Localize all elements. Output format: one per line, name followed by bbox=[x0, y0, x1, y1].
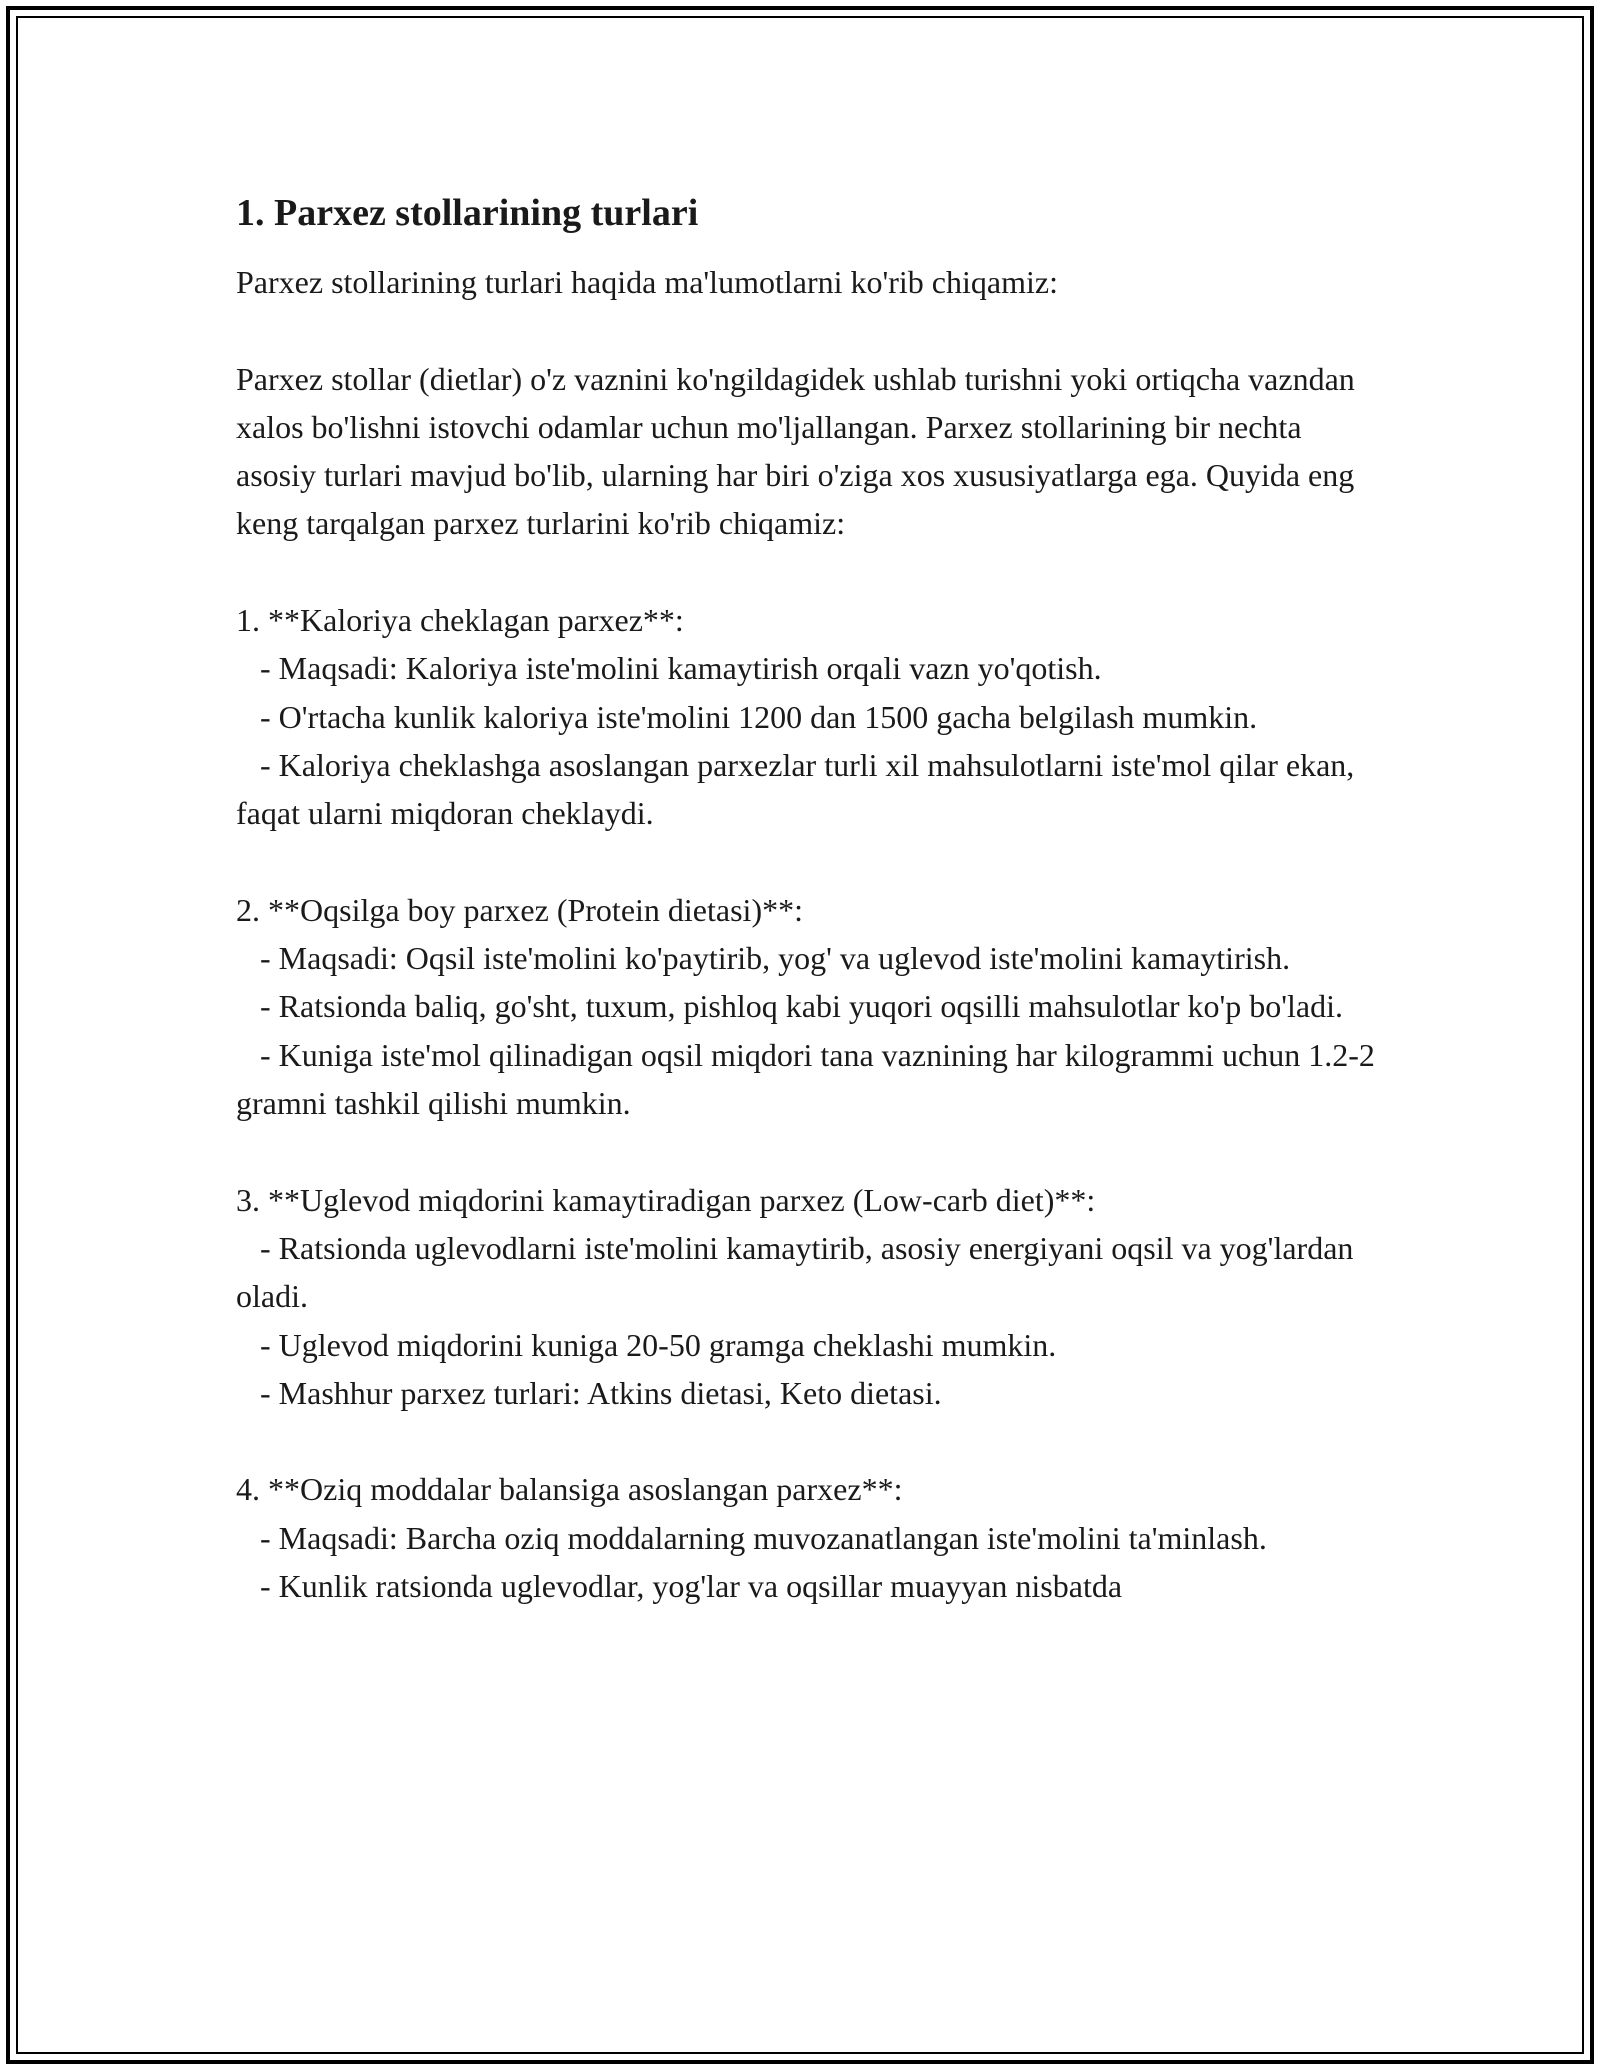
document-body: Parxez stollarining turlari haqida ma'lumotlarni ko'rib chiqamiz: Parxez stollar (dietlar) o'z vaznini ko'ngildagidek ushlab turishni yoki ortiqcha vazndan xalos bo'lishni istovchi odamlar uchun mo'ljallangan. Parxez stollarining bir nechta asosiy turlari mavjud bo'lib, ularning har biri o'ziga xos xususiyatlarga ega. Quyida eng keng tarqalgan parxez turlarini ko'rib chiqamiz: 1. **Kaloriya cheklagan parxez**: - Maqsadi: Kaloriya iste'molini kamaytirish orqali vazn yo'qotish. - O'rtacha kunlik kaloriya iste'molini 1200 dan 1500 gacha belgilash mumkin. - Kaloriya cheklashga asoslangan parxezlar turli xil mahsulotlarni iste'mol qilar ekan, faqat ularni miqdoran cheklaydi. 2. **Oqsilga boy parxez (Protein dietasi)**: - Maqsadi: Oqsil iste'molini ko'paytirib, yog' va uglevod iste'molini kamaytirish. - Ratsionda baliq, go'sht, tuxum, pishloq kabi yuqori oqsilli mahsulotlar ko'p bo'ladi. - Kuniga iste'mol qilinadigan oqsil miqdori tana vaznining har kilogrammi uchun 1.2-2 gramni tashkil qilishi mumkin. 3. **Uglevod miqdorini kamaytiradigan parxez (Low-carb diet)**: - Ratsionda uglevodlarni iste'molini kamaytirib, asosiy energiyani oqsil va yog'lardan oladi. - Uglevod miqdorini kuniga 20-50 gramga cheklashi mumkin. - Mashhur parxez turlari: Atkins dietasi, Keto dietasi. 4. **Oziq moddalar balansiga asoslangan parxez**: - Maqsadi: Barcha oziq moddalarning muvozanatlangan iste'molini ta'minlash. - Kunlik ratsionda uglevodlar, yog'lar va oqsillar muayyan nisbatda bbox=[236, 264, 1375, 1605]
document-content bbox=[236, 186, 1376, 1610]
document-heading: 1. Parxez stollarining turlari bbox=[236, 192, 699, 234]
